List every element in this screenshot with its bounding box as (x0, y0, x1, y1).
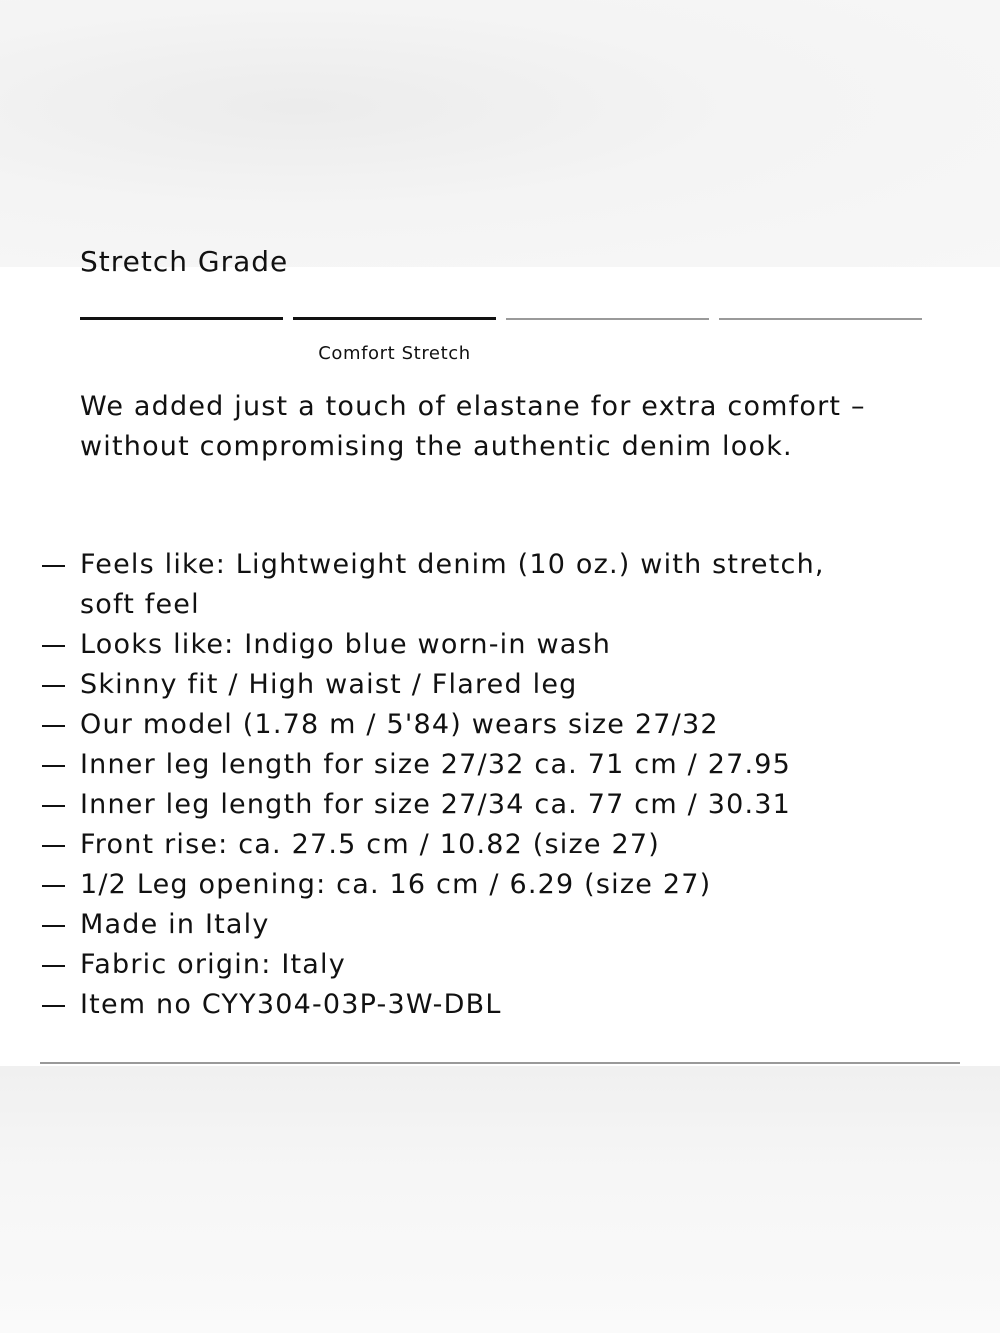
feature-text: 1/2 Leg opening: ca. 16 cm / 6.29 (size 27) (80, 869, 712, 900)
feature-text: Skinny fit / High waist / Flared leg (80, 669, 578, 700)
feature-text: Front rise: ca. 27.5 cm / 10.82 (size 27) (80, 829, 660, 860)
list-item (0, 625, 880, 665)
stretch-level-3 (506, 318, 709, 320)
list-item (0, 545, 880, 625)
feature-list (0, 545, 1000, 1025)
blurred-background-bottom (0, 1066, 1000, 1333)
stretch-grade-scale (80, 317, 920, 321)
feature-text: Looks like: Indigo blue worn-in wash (80, 629, 612, 660)
list-item (0, 825, 880, 865)
section-divider (40, 1062, 960, 1064)
stretch-grade-label: Comfort Stretch (318, 343, 471, 364)
list-item (0, 985, 880, 1025)
blurred-background-top (0, 0, 1000, 267)
list-item (0, 905, 880, 945)
feature-text: Item no CYY304-03P-3W-DBL (80, 989, 502, 1020)
stretch-level-4 (719, 318, 922, 320)
feature-text: Made in Italy (80, 909, 270, 940)
list-item (0, 705, 880, 745)
feature-text: Our model (1.78 m / 5'84) wears size 27/32 (80, 709, 719, 740)
list-item (0, 745, 880, 785)
feature-text: Inner leg length for size 27/32 ca. 71 cm / 27.95 (80, 749, 791, 780)
stretch-level-1 (80, 317, 283, 320)
feature-text: Inner leg length for size 27/34 ca. 77 cm / 30.31 (80, 789, 791, 820)
product-description: We added just a touch of elastane for extra comfort – without compromising the authentic denim look. (80, 391, 866, 462)
list-item (0, 785, 880, 825)
feature-text: Feels like: Lightweight denim (10 oz.) with stretch, soft feel (80, 549, 825, 620)
product-details-panel[interactable] (0, 245, 1000, 1066)
stretch-level-2 (293, 317, 496, 320)
list-item (0, 945, 880, 985)
list-item (0, 865, 880, 905)
feature-text: Fabric origin: Italy (80, 949, 346, 980)
stretch-grade-heading: Stretch Grade (80, 245, 289, 278)
list-item (0, 665, 880, 705)
